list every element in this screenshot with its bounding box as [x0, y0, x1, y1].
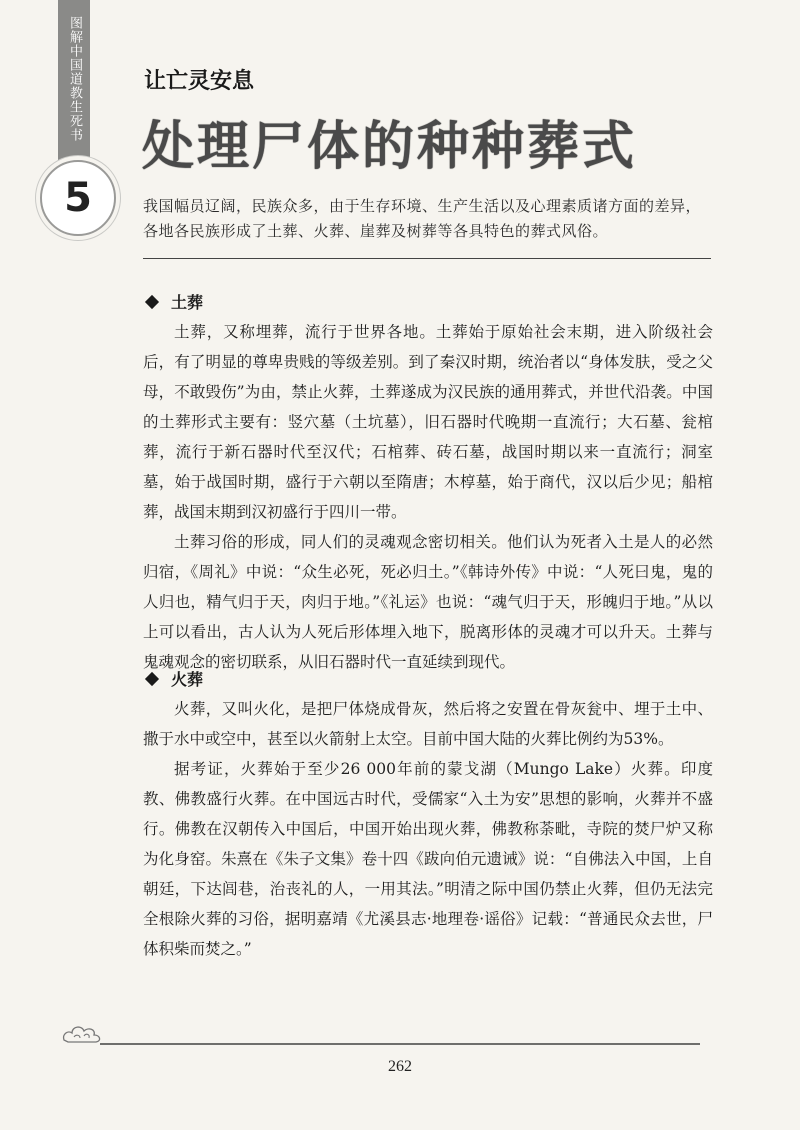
diamond-bullet-icon: [145, 671, 159, 685]
section-burial: [143, 290, 713, 677]
series-title: 图解中国道教生死书: [67, 16, 82, 142]
section-kicker: 让亡灵安息: [144, 69, 255, 94]
footer-divider: [100, 1043, 700, 1045]
section-cremation: [143, 667, 713, 964]
page-title: 处理尸体的种种葬式: [142, 117, 638, 177]
chapter-number: 5: [64, 175, 92, 221]
body-paragraph: 土葬习俗的形成，同人们的灵魂观念密切相关。他们认为死者入土是人的必然归宿，《周礼》中说：“众生必死，死必归土。”《韩诗外传》中说：“人死曰鬼，鬼的人归也，精气归于天，肉归于地。”《礼运》也说：“魂气归于天，形魄归于地。”从以上可以看出，古人认为人死后形体埋入地下，脱离形体的灵魂才可以升天。土葬与鬼魂观念的密切联系，从旧石器时代一直延续到现代。: [143, 533, 713, 671]
series-tab: [58, 0, 90, 168]
cloud-ornament-icon: [60, 1020, 104, 1046]
intro-paragraph: 我国幅员辽阔，民族众多，由于生存环境、生产生活以及心理素质诸方面的差异，各地各民族形成了土葬、火葬、崖葬及树葬等各具特色的葬式风俗。: [143, 197, 702, 240]
page-number: 262: [388, 1058, 412, 1075]
section-heading: [143, 667, 713, 690]
section-heading: [143, 290, 713, 313]
body-paragraph: 据考证，火葬始于至少26 000年前的蒙戈湖（Mungo Lake）火葬。印度教、佛教盛行火葬。在中国远古时代，受儒家“入土为安”思想的影响，火葬并不盛行。佛教在汉朝传入中国后，中国开始出现火葬，佛教称荼毗，寺院的焚尸炉又称为化身窑。朱熹在《朱子文集》卷十四《跋向伯元遗诫》说：“自佛法入中国，上自朝廷，下达闾巷，治丧礼的人，一用其法。”明清之际中国仍禁止火葬，但仍无法完全根除火葬的习俗，据明嘉靖《尤溪县志·地理卷·谣俗》记载：“普通民众去世，尸体积柴而焚之。”: [143, 760, 713, 958]
header-divider: [143, 258, 711, 259]
body-paragraph: 土葬，又称埋葬，流行于世界各地。土葬始于原始社会末期，进入阶级社会后，有了明显的尊卑贵贱的等级差别。到了秦汉时期，统治者以“身体发肤，受之父母，不敢毁伤”为由，禁止火葬，土葬遂成为汉民族的通用葬式，并世代沿袭。中国的土葬形式主要有：竖穴墓（土坑墓），旧石器时代晚期一直流行；大石墓、瓮棺葬，流行于新石器时代至汉代；石棺葬、砖石墓，战国时期以来一直流行；洞室墓，始于战国时期，盛行于六朝以至隋唐；木椁墓，始于商代，汉以后少见；船棺葬，战国末期到汉初盛行于四川一带。: [143, 323, 713, 521]
section-heading-text: 火葬: [171, 670, 204, 689]
body-paragraph: 火葬，又叫火化，是把尸体烧成骨灰，然后将之安置在骨灰瓮中、埋于土中、撒于水中或空中，甚至以火箭射上太空。目前中国大陆的火葬比例约为53%。: [143, 700, 713, 748]
chapter-badge: [40, 160, 116, 236]
diamond-bullet-icon: [145, 294, 159, 308]
section-heading-text: 土葬: [171, 293, 204, 312]
